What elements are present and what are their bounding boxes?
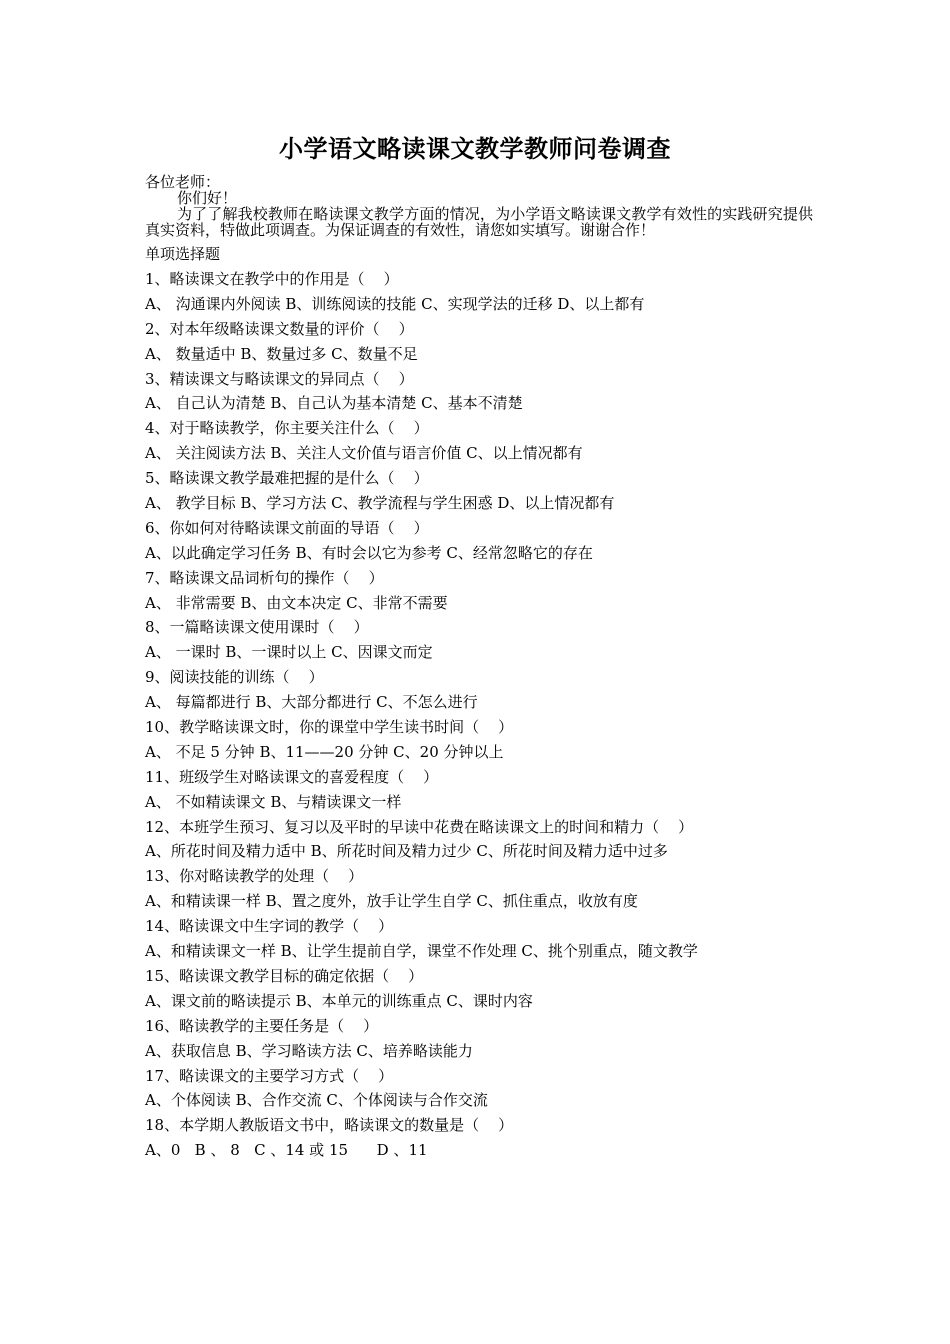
options-6: A、以此确定学习任务 B、有时会以它为参考 C、经常忽略它的存在 <box>145 543 593 562</box>
question-3: 3、精读课文与略读课文的异同点（ ） <box>145 369 414 388</box>
question-12: 12、本班学生预习、复习以及平时的早读中花费在略读课文上的时间和精力（ ） <box>145 817 694 836</box>
options-16: A、获取信息 B、学习略读方法 C、培养略读能力 <box>145 1041 473 1060</box>
question-18: 18、本学期人教版语文书中，略读课文的数量是（ ） <box>145 1116 514 1135</box>
intro-paragraph: 为了了解我校教师在略读课文教学方面的情况，为小学语文略读课文教学有效性的实践研究提供真实资料，特做此项调查。为保证调查的有效性，请您如实填写。谢谢合作！ <box>145 205 813 239</box>
options-2: A、 数量适中 B、数量过多 C、数量不足 <box>145 344 418 363</box>
options-4: A、 关注阅读方法 B、关注人文价值与语言价值 C、以上情况都有 <box>145 444 583 463</box>
question-11: 11、班级学生对略读课文的喜爱程度（ ） <box>145 767 439 786</box>
question-9: 9、阅读技能的训练（ ） <box>145 668 324 687</box>
options-18: A、0 B 、 8 C 、14 或 15 D 、11 <box>145 1141 428 1160</box>
question-2: 2、对本年级略读课文数量的评价（ ） <box>145 319 414 338</box>
question-8: 8、一篇略读课文使用课时（ ） <box>145 618 369 637</box>
intro-block <box>145 174 813 238</box>
options-1: A、 沟通课内外阅读 B、训练阅读的技能 C、实现学法的迁移 D、以上都有 <box>145 294 645 313</box>
options-17: A、个体阅读 B、合作交流 C、个体阅读与合作交流 <box>145 1091 488 1110</box>
question-14: 14、略读课文中生字词的教学（ ） <box>145 917 394 936</box>
page-title: 小学语文略读课文教学教师问卷调查 <box>279 134 671 163</box>
question-6: 6、你如何对待略读课文前面的导语（ ） <box>145 518 429 537</box>
options-13: A、和精读课一样 B、置之度外，放手让学生自学 C、抓住重点，收放有度 <box>145 892 638 911</box>
greeting: 各位老师： <box>145 173 221 191</box>
section-label: 单项选择题 <box>145 245 221 263</box>
options-8: A、 一课时 B、一课时以上 C、因课文而定 <box>145 643 433 662</box>
question-4: 4、对于略读教学，你主要关注什么（ ） <box>145 419 429 438</box>
question-15: 15、略读课文教学目标的确定依据（ ） <box>145 966 424 985</box>
options-3: A、 自己认为清楚 B、自己认为基本清楚 C、基本不清楚 <box>145 394 523 413</box>
question-10: 10、教学略读课文时，你的课堂中学生读书时间（ ） <box>145 718 514 737</box>
question-13: 13、你对略读教学的处理（ ） <box>145 867 364 886</box>
options-9: A、 每篇都进行 B、大部分都进行 C、不怎么进行 <box>145 693 478 712</box>
options-12: A、所花时间及精力适中 B、所花时间及精力过少 C、所花时间及精力适中过多 <box>145 842 668 861</box>
question-1: 1、略读课文在教学中的作用是（ ） <box>145 270 399 288</box>
question-17: 17、略读课文的主要学习方式（ ） <box>145 1066 394 1085</box>
options-7: A、 非常需要 B、由文本决定 C、非常不需要 <box>145 593 448 612</box>
question-5: 5、略读课文教学最难把握的是什么（ ） <box>145 469 429 488</box>
options-14: A、和精读课文一样 B、让学生提前自学，课堂不作处理 C、挑个别重点，随文教学 <box>145 942 698 961</box>
question-7: 7、略读课文品词析句的操作（ ） <box>145 568 384 587</box>
question-16: 16、略读教学的主要任务是（ ） <box>145 1016 379 1035</box>
options-11: A、 不如精读课文 B、与精读课文一样 <box>145 792 402 811</box>
options-15: A、课文前的略读提示 B、本单元的训练重点 C、课时内容 <box>145 991 533 1010</box>
options-5: A、 教学目标 B、学习方法 C、教学流程与学生困惑 D、以上情况都有 <box>145 494 615 513</box>
options-10: A、 不足 5 分钟 B、11——20 分钟 C、20 分钟以上 <box>145 742 504 761</box>
hello-line: 你们好！ <box>177 189 238 207</box>
question-list <box>145 267 845 1163</box>
